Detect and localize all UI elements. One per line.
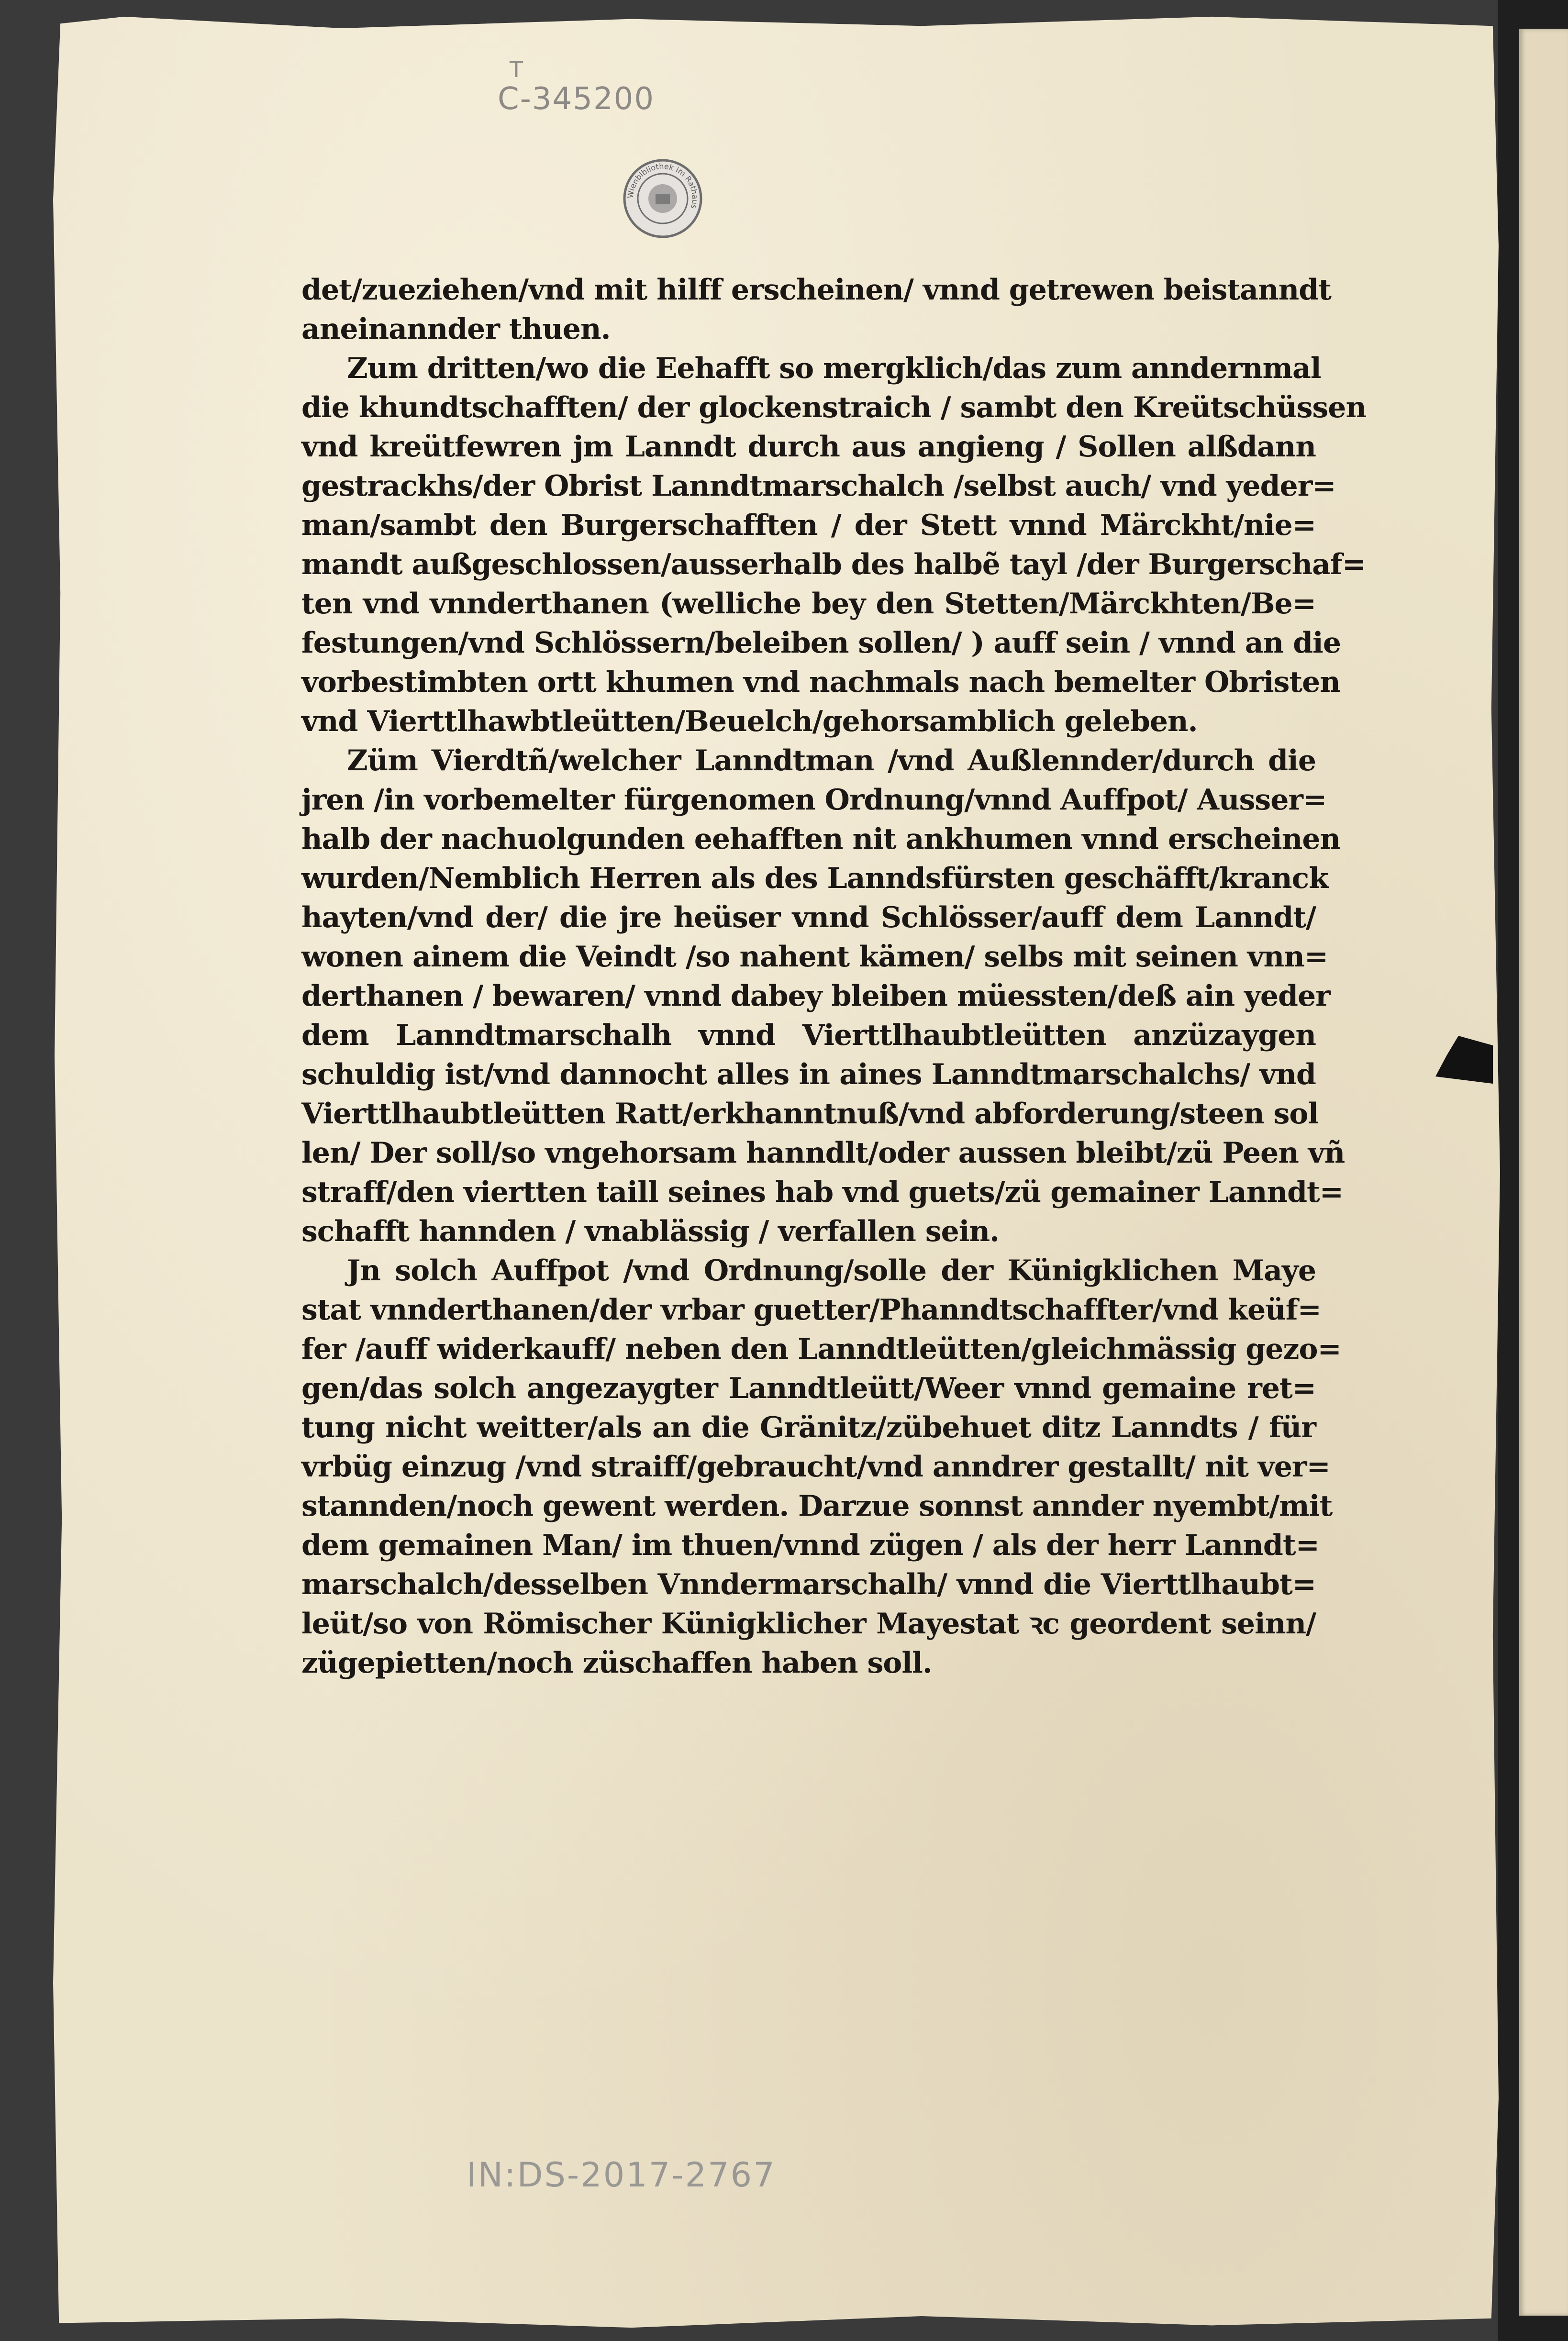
text-line: wurden/Nemblich Herren als des Lanndsfürsten geschäfft/kranck <box>301 862 1328 895</box>
text-line: straff/den viertten taill seines hab vnd guets/zü gemainer Lanndt= <box>301 1176 1344 1209</box>
shelfmark-top: C-345200 <box>498 81 655 117</box>
text-line: stannden/noch gewent werden. Darzue sonnst annder nyembt/mit <box>301 1489 1333 1523</box>
library-stamp-icon <box>622 158 703 239</box>
text-line: Jn solch Auffpot /vnd Ordnung/solle der Künigklichen Maye <box>347 1254 1316 1287</box>
text-line: gen/das solch angezaygter Lanndtleütt/Weer vnnd gemaine ret= <box>301 1372 1316 1405</box>
text-line: dem Lanndtmarschalh vnnd Vierttlhaubtleütten anzüzaygen <box>301 1019 1316 1052</box>
text-line: schafft hannden / vnablässig / verfallen sein. <box>301 1215 1000 1248</box>
text-line: fer /auff widerkauff/ neben den Lanndtleütten/gleichmässig gezo= <box>301 1332 1341 1366</box>
text-line: derthanen / bewaren/ vnnd dabey bleiben müessten/deß ain yeder <box>301 979 1330 1013</box>
text-line: schuldig ist/vnd dannocht alles in aines Lanndtmarschalchs/ vnd <box>301 1058 1316 1091</box>
text-line: det/zueziehen/vnd mit hilff erscheinen/ vnnd getrewen beistanndt <box>301 273 1331 307</box>
text-line: stat vnnderthanen/der vrbar guetter/Phanndtschaffter/vnd keüf= <box>301 1293 1321 1327</box>
text-line: die khundtschafften/ der glockenstraich / sambt den Kreütschüssen <box>301 391 1367 424</box>
text-line: jren /in vorbemelter fürgenomen Ordnung/vnnd Auffpot/ Ausser= <box>301 783 1327 817</box>
inventory-number: IN:DS-2017-2767 <box>467 2155 776 2195</box>
paragraph-0 <box>301 270 1331 349</box>
text-line: marschalch/desselben Vnndermarschalh/ vnnd die Vierttlhaubt= <box>301 1568 1316 1601</box>
text-line: Zum dritten/wo die Eehafft so mergklich/das zum anndernmal <box>347 352 1321 385</box>
adjacent-page-edge <box>1519 29 1568 2316</box>
text-line: vnd Vierttlhawbtleütten/Beuelch/gehorsamblich geleben. <box>301 705 1198 738</box>
text-line: vnd kreütfewren jm Lanndt durch aus angieng / Sollen alßdann <box>301 430 1316 464</box>
text-line: dem gemainen Man/ im thuen/vnnd zügen / als der herr Lanndt= <box>301 1529 1319 1562</box>
text-line: hayten/vnd der/ die jre heüser vnnd Schlösser/auff dem Lanndt/ <box>301 901 1316 934</box>
text-line: zügepietten/noch züschaffen haben soll. <box>301 1646 932 1680</box>
text-line: vorbestimbten ortt khumen vnd nachmals nach bemelter Obristen <box>301 666 1340 699</box>
text-line: Züm Vierdtñ/welcher Lanndtman /vnd Außlennder/durch die <box>347 744 1316 777</box>
paragraph-3 <box>301 1251 1341 1683</box>
text-line: vrbüg einzug /vnd straiff/gebraucht/vnd anndrer gestallt/ nit ver= <box>301 1450 1330 1484</box>
paragraph-2 <box>301 741 1345 1251</box>
text-line: aneinannder thuen. <box>301 312 611 346</box>
stamp-text: Wienbibliothek im Rathaus <box>625 161 700 210</box>
paragraph-1 <box>301 349 1367 741</box>
text-line: ten vnd vnnderthanen (welliche bey den Stetten/Märckhten/Be= <box>301 587 1316 621</box>
text-line: man/sambt den Burgerschafften / der Stett vnnd Märckht/nie= <box>301 509 1316 542</box>
main-text <box>301 270 1367 1683</box>
text-line: len/ Der soll/so vngehorsam hanndlt/oder aussen bleibt/zü Peen vñ <box>301 1136 1345 1170</box>
text-line: halb der nachuolgunden eehafften nit ankhumen vnnd erscheinen <box>301 822 1341 856</box>
text-line: mandt außgeschlossen/ausserhalb des halbẽ tayl /der Burgerschaf= <box>301 548 1366 581</box>
text-line: leüt/so von Römischer Künigklicher Mayestat ꝛc geordent seinn/ <box>301 1607 1316 1641</box>
shelfmark-small: T <box>510 56 523 82</box>
text-line: festungen/vnd Schlössern/beleiben sollen/ ) auff sein / vnnd an die <box>301 626 1341 660</box>
text-line: gestrackhs/der Obrist Lanndtmarschalch /selbst auch/ vnd yeder= <box>301 469 1336 503</box>
text-line: tung nicht weitter/als an die Gränitz/zübehuet ditz Lanndts / für <box>301 1411 1316 1444</box>
text-line: wonen ainem die Veindt /so nahent kämen/ selbs mit seinen vnn= <box>301 940 1328 974</box>
text-line: Vierttlhaubtleütten Ratt/erkhanntnuß/vnd abforderung/steen sol <box>301 1097 1319 1131</box>
